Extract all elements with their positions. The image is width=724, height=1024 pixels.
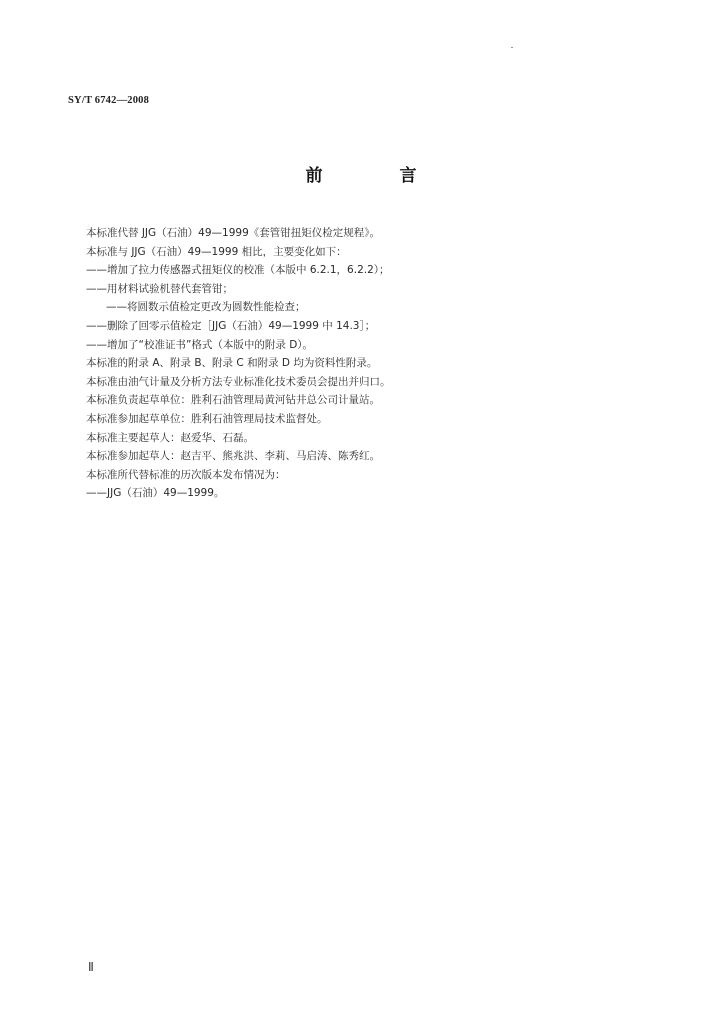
foreword-line: 本标准代替 JJG（石油）49—1999《套管钳扭矩仪检定规程》。 — [86, 227, 380, 239]
foreword-body — [86, 224, 646, 503]
foreword-line: ——删除了回零示值检定［JJG（石油）49—1999 中 14.3］； — [86, 319, 376, 332]
foreword-line: ——将圆数示值检定更改为圆数性能检查； — [106, 301, 306, 314]
foreword-line: ——增加了“校准证书”格式（本版中的附录 D）。 — [86, 338, 314, 351]
foreword-line: 本标准与 JJG（石油）49—1999 相比，主要变化如下： — [86, 245, 347, 258]
foreword-line: 本标准由油气计量及分析方法专业标准化技术委员会提出并归口。 — [86, 375, 391, 388]
foreword-line: 本标准参加起草单位：胜利石油管理局技术监督处。 — [86, 412, 328, 425]
foreword-line: 本标准的附录 A、附录 B、附录 C 和附录 D 均为资料性附录。 — [86, 357, 378, 370]
scan-speck — [511, 47, 513, 48]
foreword-line: ——增加了拉力传感器式扭矩仪的校准（本版中 6.2.1，6.2.2）； — [86, 264, 390, 277]
foreword-line: 本标准负责起草单位：胜利石油管理局黄河钻井总公司计量站。 — [86, 394, 380, 407]
foreword-line: ——用材料试验机替代套管钳； — [86, 282, 233, 295]
page-title: 前 言 — [305, 166, 447, 186]
foreword-line: 本标准所代替标准的历次版本发布情况为： — [86, 468, 286, 481]
page-number: Ⅱ — [88, 960, 94, 974]
foreword-line: 本标准参加起草人：赵吉平、熊兆洪、李莉、马启涛、陈秀红。 — [86, 450, 380, 463]
foreword-line: 本标准主要起草人：赵爱华、石磊。 — [86, 431, 254, 444]
foreword-line: ——JJG（石油）49—1999。 — [86, 487, 225, 500]
standard-code: SY/T 6742—2008 — [68, 95, 150, 106]
